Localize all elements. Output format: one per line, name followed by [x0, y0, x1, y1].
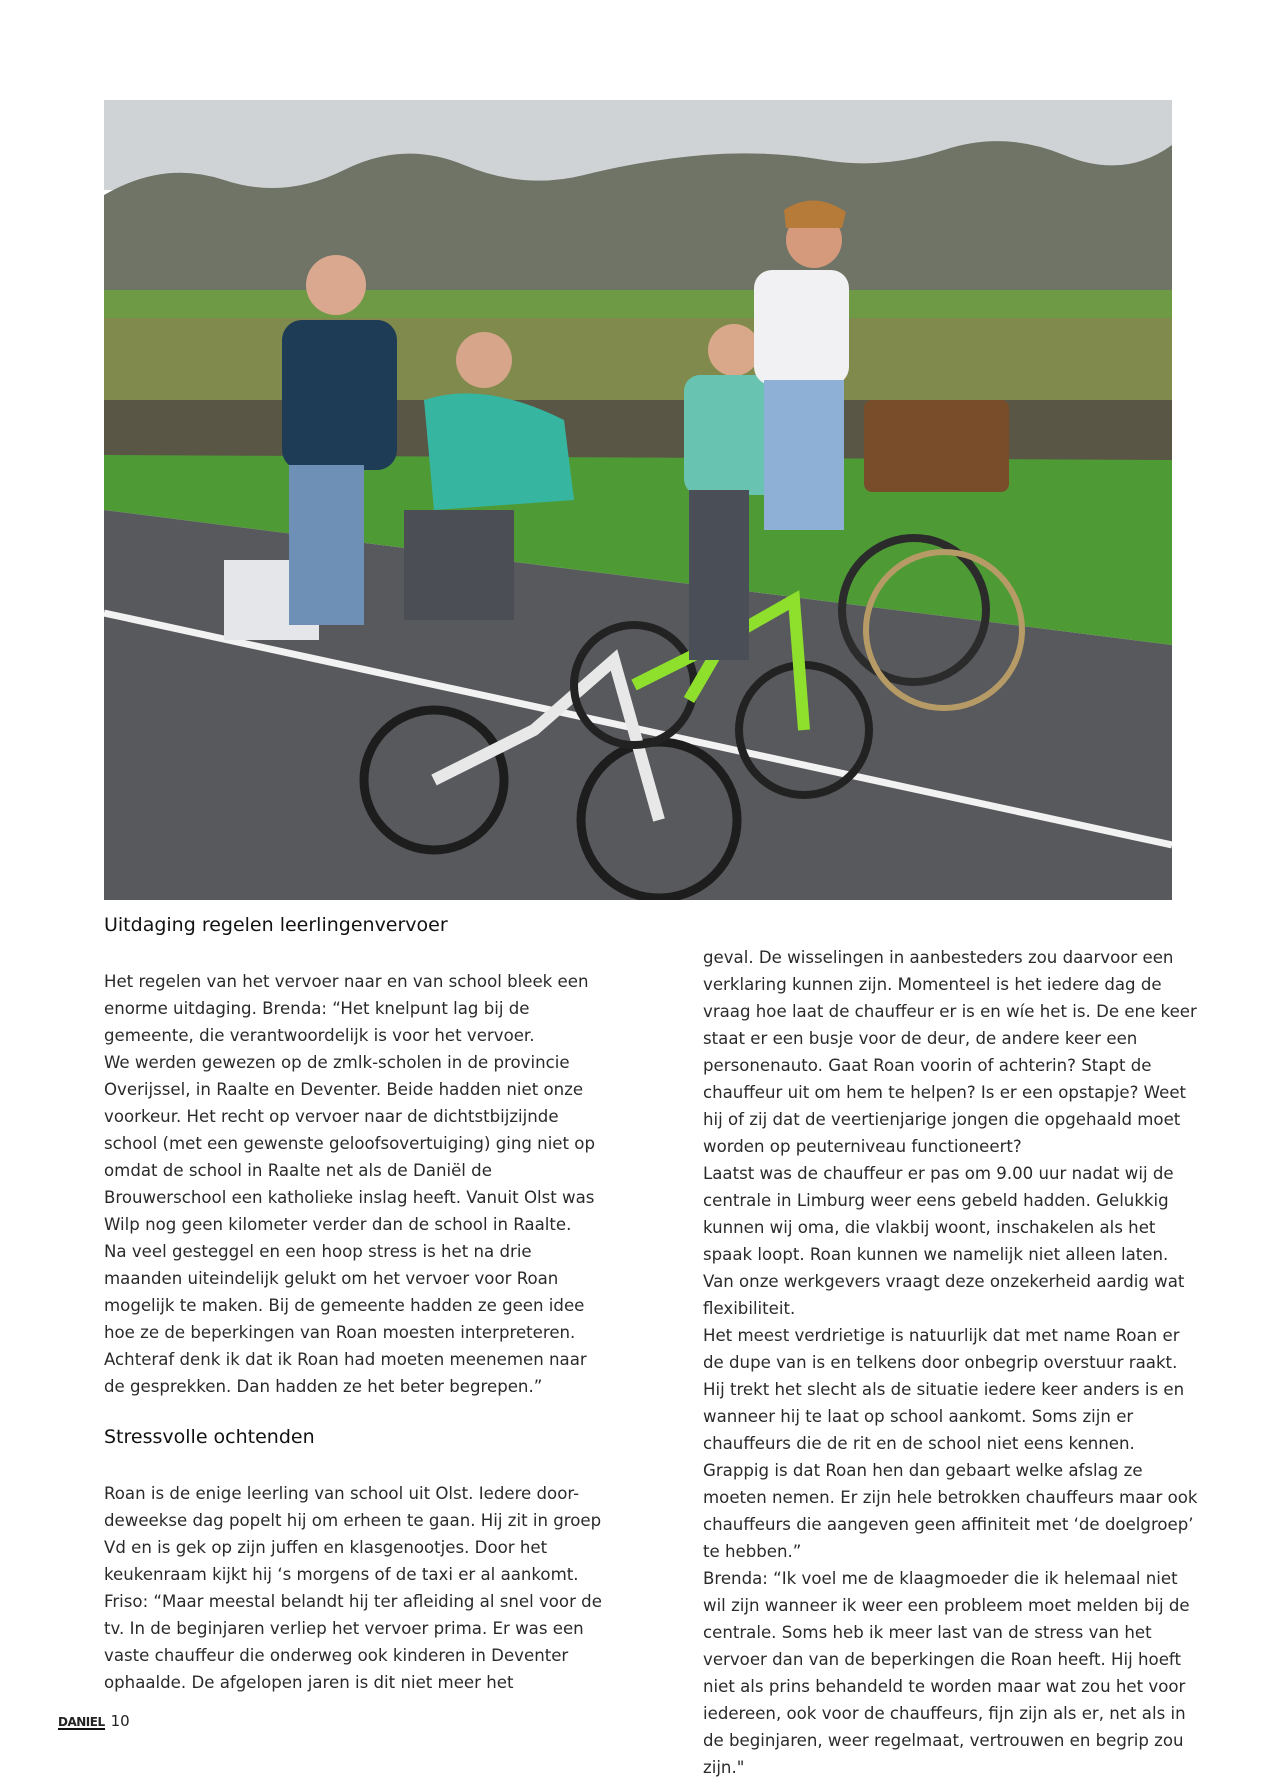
paragraph: Roan is de enige leerling van school uit Olst. Iedere door-deweekse dag popelt hij om erheen te gaan. Hij zit in groep Vd en is gek op zijn juffen en klasgenootjes. Door het keukenraam kijkt hij ‘s morgens of de taxi er al aankomt.	[104, 1484, 602, 1584]
magazine-logo: DANIEL	[58, 1715, 105, 1729]
section-heading-leerlingenvervoer: Uitdaging regelen leerlingenvervoer	[104, 914, 448, 936]
article-left-column	[104, 912, 604, 1696]
paragraph: Het regelen van het vervoer naar en van school bleek een enorme uitdaging. Brenda: “Het knelpunt lag bij de gemeente, die verantwoordelijk is voor het vervoer.	[104, 972, 589, 1045]
page-number: 10	[110, 1712, 130, 1730]
article-right-column	[703, 944, 1203, 1781]
family-cycling-photo	[104, 100, 1172, 900]
paragraph: geval. De wisselingen in aanbesteders zou daarvoor een verklaring kunnen zijn. Momenteel is het iedere dag de vraag hoe laat de chauffeur er is en wíe het is. De ene keer staat er een busje voor de deur, de andere keer een personenauto. Gaat Roan voorin of achterin? Stapt de chauffeur uit om hem te helpen? Is er een opstapje? Weet hij of zij dat de veertienjarige jongen die opgehaald moet worden op peuterniveau functioneert?	[703, 948, 1197, 1156]
paragraph: Het meest verdrietige is natuurlijk dat met name Roan er de dupe van is en telkens door onbegrip overstuur raakt. Hij trekt het slecht als de situatie iedere keer anders is en wanneer hij te laat op school aankomt. Soms zijn er chauffeurs die de rit en de school niet eens kennen. Grappig is dat Roan hen dan gebaart welke afslag ze moeten nemen. Er zijn hele betrokken chauffeurs maar ook chauffeurs die aangeven geen affiniteit met ‘de doelgroep’ te hebben.”	[703, 1326, 1198, 1561]
paragraph: Brenda: “Ik voel me de klaagmoeder die ik helemaal niet wil zijn wanneer ik weer een probleem moet melden bij de centrale. Soms heb ik meer last van de stress van het vervoer dan van de beperkingen die Roan heeft. Hij hoeft niet als prins behandeld te worden maar wat zou het voor iedereen, ook voor de chauffeurs, fijn zijn als er, net als in de beginjaren, weer regelmaat, vertrouwen en begrip zou zijn."	[703, 1569, 1190, 1777]
paragraph: We werden gewezen op de zmlk-scholen in de provincie Overijssel, in Raalte en Deventer. Beide hadden niet onze voorkeur. Het recht op vervoer naar de dichtstbijzijnde school (met een gewenste geloofsovertuiging) ging niet op omdat de school in Raalte net als de Daniël de Brouwerschool een katholieke inslag heeft. Vanuit Olst was Wilp nog geen kilometer verder dan de school in Raalte.	[104, 1053, 595, 1234]
section-heading-stressvolle-ochtenden: Stressvolle ochtenden	[104, 1426, 315, 1448]
paragraph: Laatst was de chauffeur er pas om 9.00 uur nadat wij de centrale in Limburg weer eens gebeld hadden. Gelukkig kunnen wij oma, die vlakbij woont, inschakelen als het spaak loopt. Roan kunnen we namelijk niet alleen laten. Van onze werkgevers vraagt deze onzekerheid aardig wat flexibiliteit.	[703, 1164, 1185, 1318]
paragraph: Na veel gesteggel en een hoop stress is het na drie maanden uiteindelijk gelukt om het vervoer voor Roan mogelijk te maken. Bij de gemeente hadden ze geen idee hoe ze de beperkingen van Roan moesten interpreteren. Achteraf denk ik dat ik Roan had moeten meenemen naar de gesprekken. Dan hadden ze het beter begrepen.”	[104, 1242, 587, 1396]
paragraph: Friso: “Maar meestal belandt hij ter afleiding al snel voor de tv. In de beginjaren verliep het vervoer prima. Er was een vaste chauffeur die onderweg ook kinderen in Deventer ophaalde. De afgelopen jaren is dit niet meer het	[104, 1592, 602, 1692]
page-footer	[58, 1712, 130, 1730]
